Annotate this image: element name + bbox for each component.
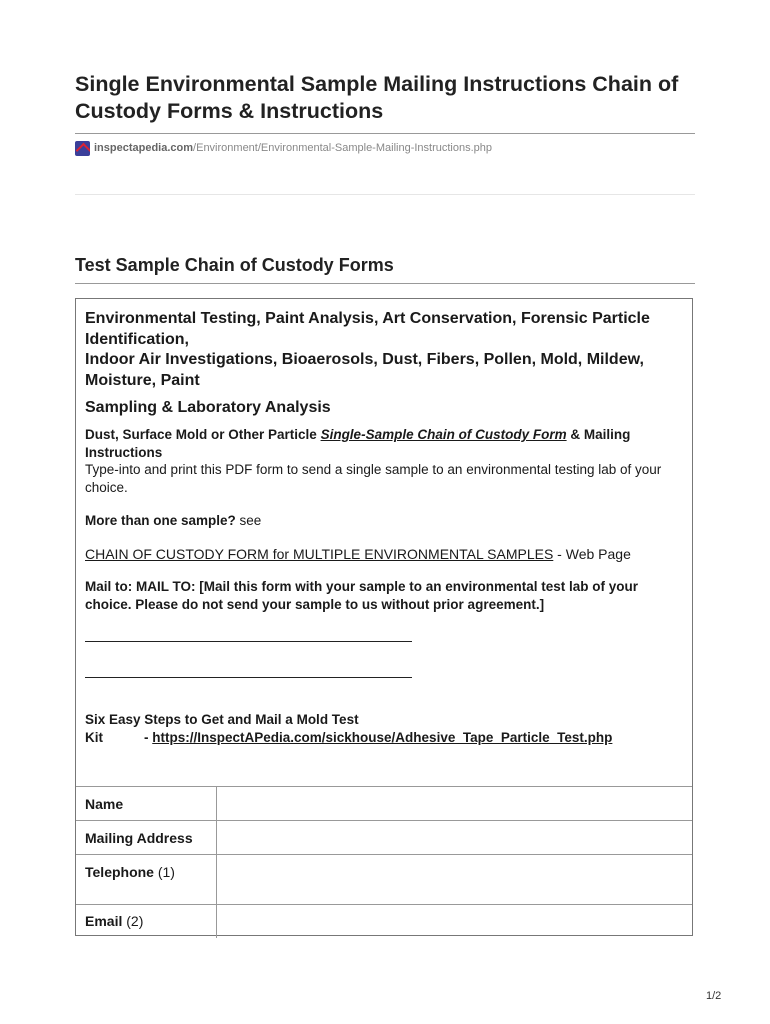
table-row: [76, 787, 692, 821]
more-samples-line: [85, 512, 261, 530]
address-blank-line-1: [85, 641, 412, 642]
title-divider: [75, 133, 695, 134]
contact-fields-table: [76, 786, 692, 938]
form-subheading: Sampling & Laboratory Analysis: [85, 399, 331, 416]
more-samples-see: see: [235, 513, 262, 528]
form-heading-services: Environmental Testing, Paint Analysis, Art Conservation, Forensic Particle Identification,: [85, 310, 650, 348]
multi-sample-line: [85, 545, 631, 563]
header-divider: [75, 194, 695, 195]
source-url[interactable]: [75, 140, 492, 156]
field-label-mailing-address: Mailing Address: [76, 821, 217, 855]
form-intro: [85, 426, 675, 462]
mailing-address-input[interactable]: [217, 821, 693, 855]
intro-prefix: Dust, Surface Mold or Other Particle: [85, 427, 321, 442]
kit-dash: -: [144, 730, 153, 745]
field-label-name: Name: [76, 787, 217, 821]
mail-to-instructions: Mail to: MAIL TO: [Mail this form with your sample to an environmental test lab of your choice. Please do not send your sample to us without prior agreement.]: [85, 579, 639, 612]
section-divider: [75, 283, 695, 284]
table-row: [76, 821, 692, 855]
source-path: /Environment/Environmental-Sample-Mailing-Instructions.php: [193, 142, 493, 154]
multi-sample-suffix: - Web Page: [553, 546, 631, 562]
field-label-email: Email (2): [76, 905, 217, 938]
table-row: [76, 855, 692, 905]
address-blank-line-2: [85, 677, 412, 678]
section-title: Test Sample Chain of Custody Forms: [75, 255, 394, 275]
kit-url-line: [144, 729, 612, 747]
form-intro-body: Type-into and print this PDF form to send a single sample to an environmental testing lab of your choice.: [85, 462, 662, 495]
email-input[interactable]: [217, 905, 693, 938]
single-sample-form-link[interactable]: Single-Sample Chain of Custody Form: [320, 427, 567, 442]
field-label-telephone: Telephone (1): [76, 855, 217, 905]
name-input[interactable]: [217, 787, 693, 821]
chain-of-custody-form: [75, 298, 693, 936]
more-samples-label: More than one sample?: [85, 513, 236, 528]
page-title: Single Environmental Sample Mailing Instructions Chain of Custody Forms & Instructions: [75, 72, 679, 123]
table-row: [76, 905, 692, 938]
kit-steps-label-cont: Kit: [85, 730, 103, 745]
kit-url-link[interactable]: https://InspectAPedia.com/sickhouse/Adhesive_Tape_Particle_Test.php: [152, 730, 613, 745]
source-domain: inspectapedia.com: [94, 142, 194, 154]
multi-sample-form-link[interactable]: CHAIN OF CUSTODY FORM for MULTIPLE ENVIRONMENTAL SAMPLES: [85, 546, 554, 562]
page-number: 1/2: [706, 990, 722, 1002]
form-heading-investigations: Indoor Air Investigations, Bioaerosols, Dust, Fibers, Pollen, Mold, Mildew, Moisture, Paint: [85, 351, 644, 389]
intro-suffix: & Mailing Instructions: [85, 427, 631, 460]
kit-steps-label: Six Easy Steps to Get and Mail a Mold Test: [85, 712, 359, 727]
inspectapedia-logo-icon: [75, 141, 90, 156]
telephone-input[interactable]: [217, 855, 693, 905]
